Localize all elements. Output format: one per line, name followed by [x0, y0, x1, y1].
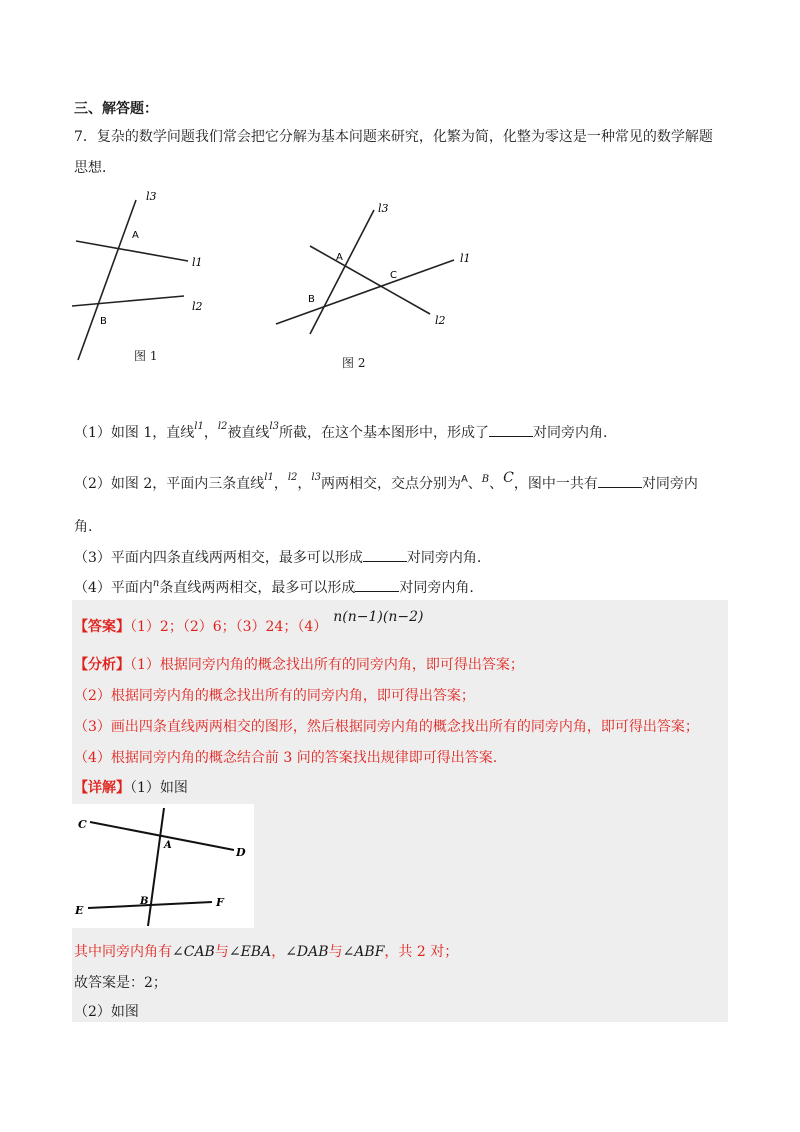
fig1-line-l1 — [76, 241, 188, 261]
part1-text-a: （1）如图 1，直线 — [74, 425, 195, 441]
part2-dot1: 、 — [467, 476, 482, 492]
analysis-line2: （2）根据同旁内角的概念找出所有的同旁内角，即可得出答案； — [74, 688, 475, 704]
fig2-line-l2 — [310, 246, 430, 314]
fig2-label-l3: l3 — [378, 202, 389, 215]
fig3-label-d: D — [236, 846, 246, 859]
detail-and-1: 与 — [214, 944, 229, 960]
part1-l2: l2 — [217, 421, 228, 432]
part4-n: n — [152, 578, 160, 589]
question-part-1 — [74, 422, 607, 445]
question-part-2-cont: 角. — [74, 519, 93, 535]
fig3-label-e: E — [75, 904, 84, 917]
angle-eba: ∠EBA — [228, 944, 272, 960]
fig1-label-l1: l1 — [192, 256, 203, 269]
question-part-3 — [74, 547, 481, 568]
detail-line — [74, 778, 188, 798]
fig1-label-l3: l3 — [146, 190, 157, 203]
answer-formula: n(n−1)(n−2) — [333, 609, 424, 625]
part2-dot2: 、 — [489, 476, 504, 492]
part4-text-a: （4）平面内 — [74, 580, 153, 596]
part1-comma: ， — [203, 425, 218, 441]
figure-3 — [72, 804, 254, 928]
fig2-line-l1 — [276, 260, 454, 324]
part3-text-a: （3）平面内四条直线两两相交，最多可以形成 — [74, 550, 363, 566]
part2-l3: l3 — [311, 472, 321, 483]
fig3-label-a: A — [164, 840, 172, 851]
part2-answer-blank[interactable] — [598, 473, 642, 488]
part2-point-c: C — [503, 470, 514, 486]
figure-2-caption: 图 2 — [342, 356, 366, 370]
part1-l3: l3 — [269, 421, 279, 432]
angle-abf: ∠ABF — [342, 944, 385, 960]
angle-cab: ∠CAB — [172, 944, 215, 960]
part2-text-a: （2）如图 2，平面内三条直线 — [74, 476, 265, 492]
answer-line — [74, 609, 424, 637]
fig1-label-l2: l2 — [192, 300, 203, 313]
question-part-2 — [74, 470, 698, 496]
figure-1-caption: 图 1 — [134, 349, 158, 363]
fig2-label-b: B — [308, 294, 315, 305]
detail-line2: 故答案是：2； — [74, 975, 167, 991]
angle-dab: ∠DAB — [285, 944, 329, 960]
part1-answer-blank[interactable] — [489, 422, 533, 437]
question-intro-line2: 思想． — [74, 160, 116, 176]
fig2-label-a: A — [336, 252, 343, 263]
answer-label: 【答案】 — [74, 619, 130, 635]
part4-text-b: 条直线两两相交，最多可以形成 — [159, 580, 356, 596]
figure-2 — [270, 196, 480, 346]
fig1-line-l3 — [78, 200, 136, 360]
fig2-label-l1: l1 — [460, 252, 471, 265]
detail-label: 【详解】 — [74, 780, 130, 796]
fig1-line-l2 — [72, 296, 184, 306]
fig2-label-c: C — [390, 270, 397, 281]
fig1-label-b: B — [100, 316, 107, 327]
part1-l1: l1 — [194, 421, 204, 432]
part4-text-c: 对同旁内角. — [399, 580, 474, 596]
fig3-label-f: F — [216, 896, 224, 909]
part2-text-b: 两两相交，交点分别为 — [320, 476, 461, 492]
question-part-4 — [74, 577, 474, 600]
answer-text: （1）2；（2）6；（3）24；（4） — [130, 619, 328, 635]
detail-line1 — [74, 942, 458, 962]
detail-text-c: ，共 2 对； — [384, 944, 459, 960]
part1-text-d: 对同旁内角. — [532, 425, 608, 441]
fig1-label-a: A — [132, 230, 139, 241]
part2-point-a: A — [460, 474, 468, 485]
analysis-text-1: （1）根据同旁内角的概念找出所有的同旁内角，即可得出答案； — [130, 657, 524, 673]
part2-l2: l2 — [287, 472, 298, 483]
analysis-line1 — [74, 655, 524, 675]
detail-sep: ， — [271, 944, 286, 960]
part3-answer-blank[interactable] — [363, 547, 407, 562]
part1-text-c: 所截，在这个基本图形中，形成了 — [278, 425, 489, 441]
part1-text-b: 被直线 — [227, 425, 270, 441]
analysis-line3: （3）画出四条直线两两相交的图形，然后根据同旁内角的概念找出所有的同旁内角，即可得出答案； — [74, 719, 699, 735]
part2-sep1: ， — [273, 476, 288, 492]
fig3-label-c: C — [78, 818, 87, 831]
fig2-line-l3 — [310, 210, 374, 334]
detail-and-2: 与 — [328, 944, 343, 960]
section-title: 三、解答题： — [74, 101, 158, 117]
detail-text: （1）如图 — [130, 780, 188, 796]
part2-l1: l1 — [264, 472, 274, 483]
question-intro-line1: 7．复杂的数学问题我们常会把它分解为基本问题来研究，化繁为简，化整为零这是一种常见的数学解题 — [74, 129, 713, 145]
figure-1 — [70, 186, 230, 366]
analysis-label: 【分析】 — [74, 657, 130, 673]
analysis-line4: （4）根据同旁内角的概念结合前 3 问的答案找出规律即可得出答案. — [74, 750, 498, 766]
detail-text-a: 其中同旁内角有 — [74, 944, 172, 960]
part4-answer-blank[interactable] — [355, 577, 399, 592]
part2-sep2: ， — [297, 476, 312, 492]
part3-text-b: 对同旁内角. — [406, 550, 482, 566]
detail-line3: （2）如图 — [74, 1004, 139, 1020]
part2-text-d: 对同旁内 — [641, 476, 698, 492]
part2-text-c: ，图中一共有 — [513, 476, 598, 492]
fig3-label-b: B — [140, 896, 149, 907]
part2-point-b: B — [481, 474, 490, 485]
fig2-label-l2: l2 — [435, 314, 446, 327]
